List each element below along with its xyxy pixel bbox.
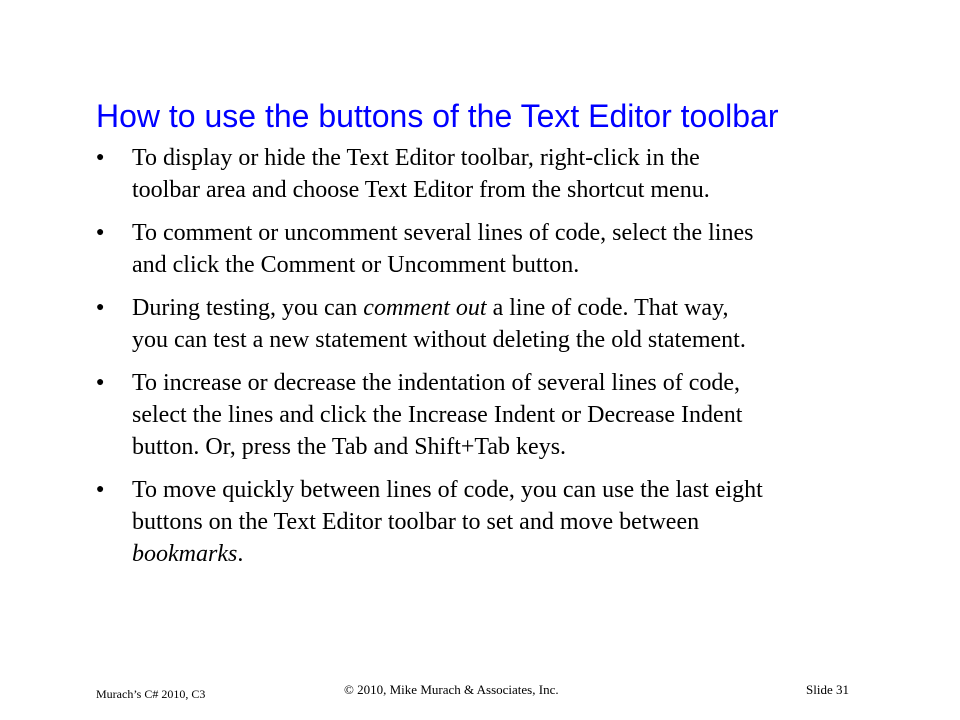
bullet-icon: ● [96,482,105,497]
bullet-line [132,474,856,506]
bullet-text: To move quickly between lines of code, you can use the last eight [132,477,763,503]
slide-title: How to use the buttons of the Text Editor toolbar [96,98,779,134]
italic-term: bookmarks [132,541,238,567]
bullet-item [96,217,856,281]
bullet-text: During testing, you can [132,295,364,321]
bullet-line [132,399,856,431]
footer-book-label: Murach’s C# 2010, C3 [96,687,206,701]
bullet-line [132,174,856,206]
bullet-line [132,249,856,281]
bullet-text: To increase or decrease the indentation of several lines of code, [132,370,741,396]
bullet-text: button. Or, press the Tab and Shift+Tab keys. [132,434,567,460]
bullet-line [132,506,856,538]
bullet-line [132,324,856,356]
footer-copyright: © 2010, Mike Murach & Associates, Inc. [344,682,559,697]
bullet-item [96,142,856,206]
bullet-icon: ● [96,375,105,390]
bullet-line [132,431,856,463]
bullet-line [132,142,856,174]
italic-term: comment out [363,295,487,321]
bullet-icon: ● [96,150,105,165]
bullet-text: a line of code. That way, [486,295,729,321]
bullet-text: . [237,541,244,567]
bullet-icon: ● [96,300,105,315]
bullet-line [132,292,856,324]
bullet-text: you can test a new statement without deleting the old statement. [132,327,746,353]
footer-slide-number: Slide 31 [806,682,849,697]
bullet-icon: ● [96,225,105,240]
bullet-text: select the lines and click the Increase Indent or Decrease Indent [132,402,743,428]
bullet-text: buttons on the Text Editor toolbar to set and move between [132,509,700,535]
bullet-line [132,367,856,399]
bullet-item [96,292,856,356]
bullet-text: To display or hide the Text Editor toolbar, right-click in the [132,145,700,171]
bullet-list [96,142,856,570]
bullet-line [132,217,856,249]
bullet-text: and click the Comment or Uncomment button. [132,252,580,278]
bullet-line [132,538,856,570]
bullet-item [96,367,856,463]
bullet-text: To comment or uncomment several lines of code, select the lines [132,220,754,246]
bullet-text: toolbar area and choose Text Editor from the shortcut menu. [132,177,710,203]
bullet-item [96,474,856,570]
